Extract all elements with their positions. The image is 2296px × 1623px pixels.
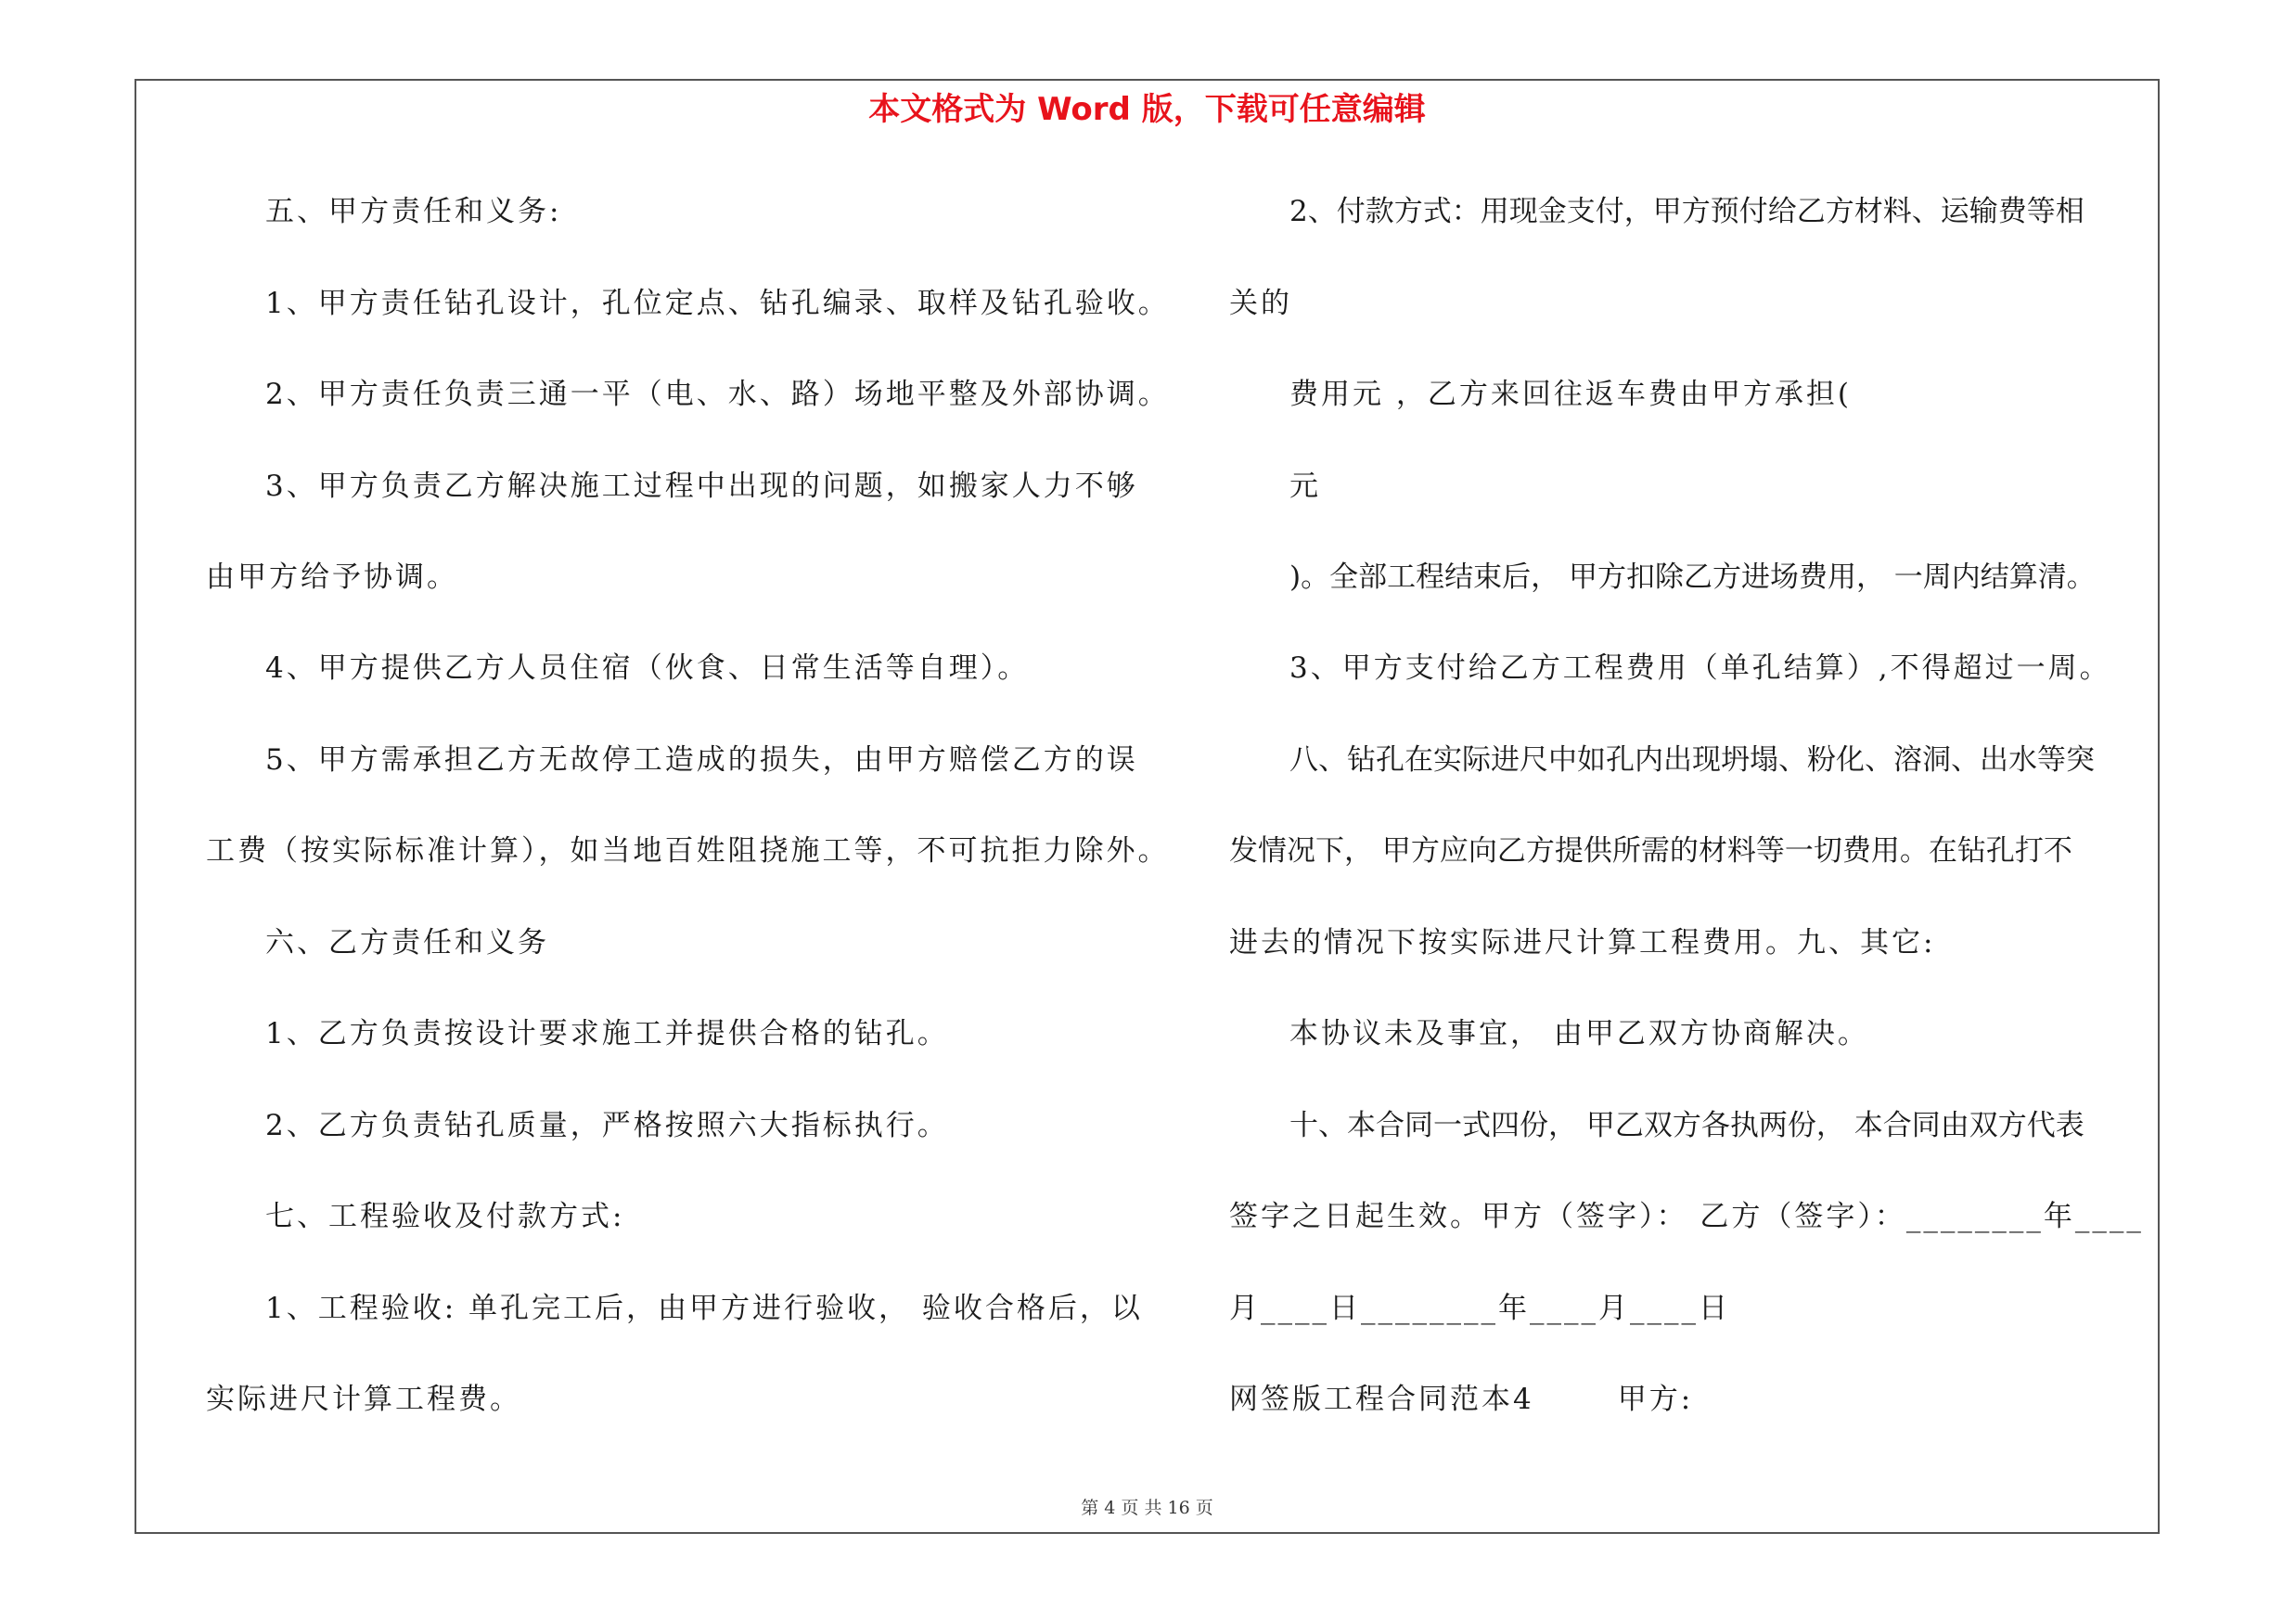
left-line: 1、工程验收: 单孔完工后，由甲方进行验收， 验收合格后，以 [265, 1292, 1143, 1325]
left-line: 1、甲方责任钻孔设计，孔位定点、钻孔编录、取样及钻孔验收。 [265, 287, 1170, 320]
right-line: 3、甲方支付给乙方工程费用（单孔结算）,不得超过一周。 [1289, 651, 2111, 685]
left-line: 3、甲方负责乙方解决施工过程中出现的问题，如搬家人力不够 [265, 470, 1138, 503]
right-line: 发情况下， 甲方应向乙方提供所需的材料等一切费用。在钻孔打不 [1229, 834, 2072, 868]
left-line: 2、甲方责任负责三通一平（电、水、路）场地平整及外部协调。 [265, 378, 1170, 411]
left-line: 1、乙方负责按设计要求施工并提供合格的钻孔。 [265, 1017, 949, 1050]
right-line: 关的 [1229, 287, 1292, 320]
left-line: 由甲方给予协调。 [206, 560, 458, 594]
left-line: 4、甲方提供乙方人员住宿（伙食、日常生活等自理）。 [265, 651, 1030, 685]
right-line: 八、钻孔在实际进尺中如孔内出现坍塌、粉化、溶洞、出水等突 [1289, 743, 2095, 777]
left-line: 工费（按实际标准计算），如当地百姓阻挠施工等，不可抗拒力除外。 [206, 834, 1170, 868]
left-line: 五、甲方责任和义务: [265, 195, 562, 228]
left-line: 2、乙方负责钻孔质量，严格按照六大指标执行。 [265, 1109, 949, 1142]
page-number-footer: 第 4 页 共 16 页 [1081, 1498, 1213, 1518]
right-line: 元 [1289, 470, 1321, 503]
right-line: 费用元 ，乙方来回往返车费由甲方承担( [1289, 378, 1852, 411]
left-line: 六、乙方责任和义务 [265, 926, 549, 960]
right-line: )。全部工程结束后， 甲方扣除乙方进场费用， 一周内结算清。 [1289, 560, 2096, 594]
left-line: 5、甲方需承担乙方无故停工造成的损失，由甲方赔偿乙方的误 [265, 743, 1138, 777]
right-line: 签字之日起生效。甲方（签字）： 乙方（签字）：________年____ [1229, 1200, 2144, 1233]
right-line: 2、付款方式：用现金支付，甲方预付给乙方材料、运输费等相 [1289, 195, 2084, 228]
right-line: 十、本合同一式四份， 甲乙双方各执两份， 本合同由双方代表 [1289, 1109, 2084, 1142]
left-line: 实际进尺计算工程费。 [206, 1383, 521, 1416]
right-line: 本协议未及事宜， 由甲乙双方协商解决。 [1289, 1017, 1869, 1050]
format-notice-banner: 本文格式为 Word 版，下载可任意编辑 [868, 91, 1426, 128]
right-line: 月____日________年____月____日 [1229, 1292, 1730, 1325]
right-line: 网签版工程合同范本4 甲方: [1229, 1383, 1694, 1416]
left-line: 七、工程验收及付款方式: [265, 1200, 625, 1233]
right-line: 进去的情况下按实际进尺计算工程费用。九、其它: [1229, 926, 1936, 960]
